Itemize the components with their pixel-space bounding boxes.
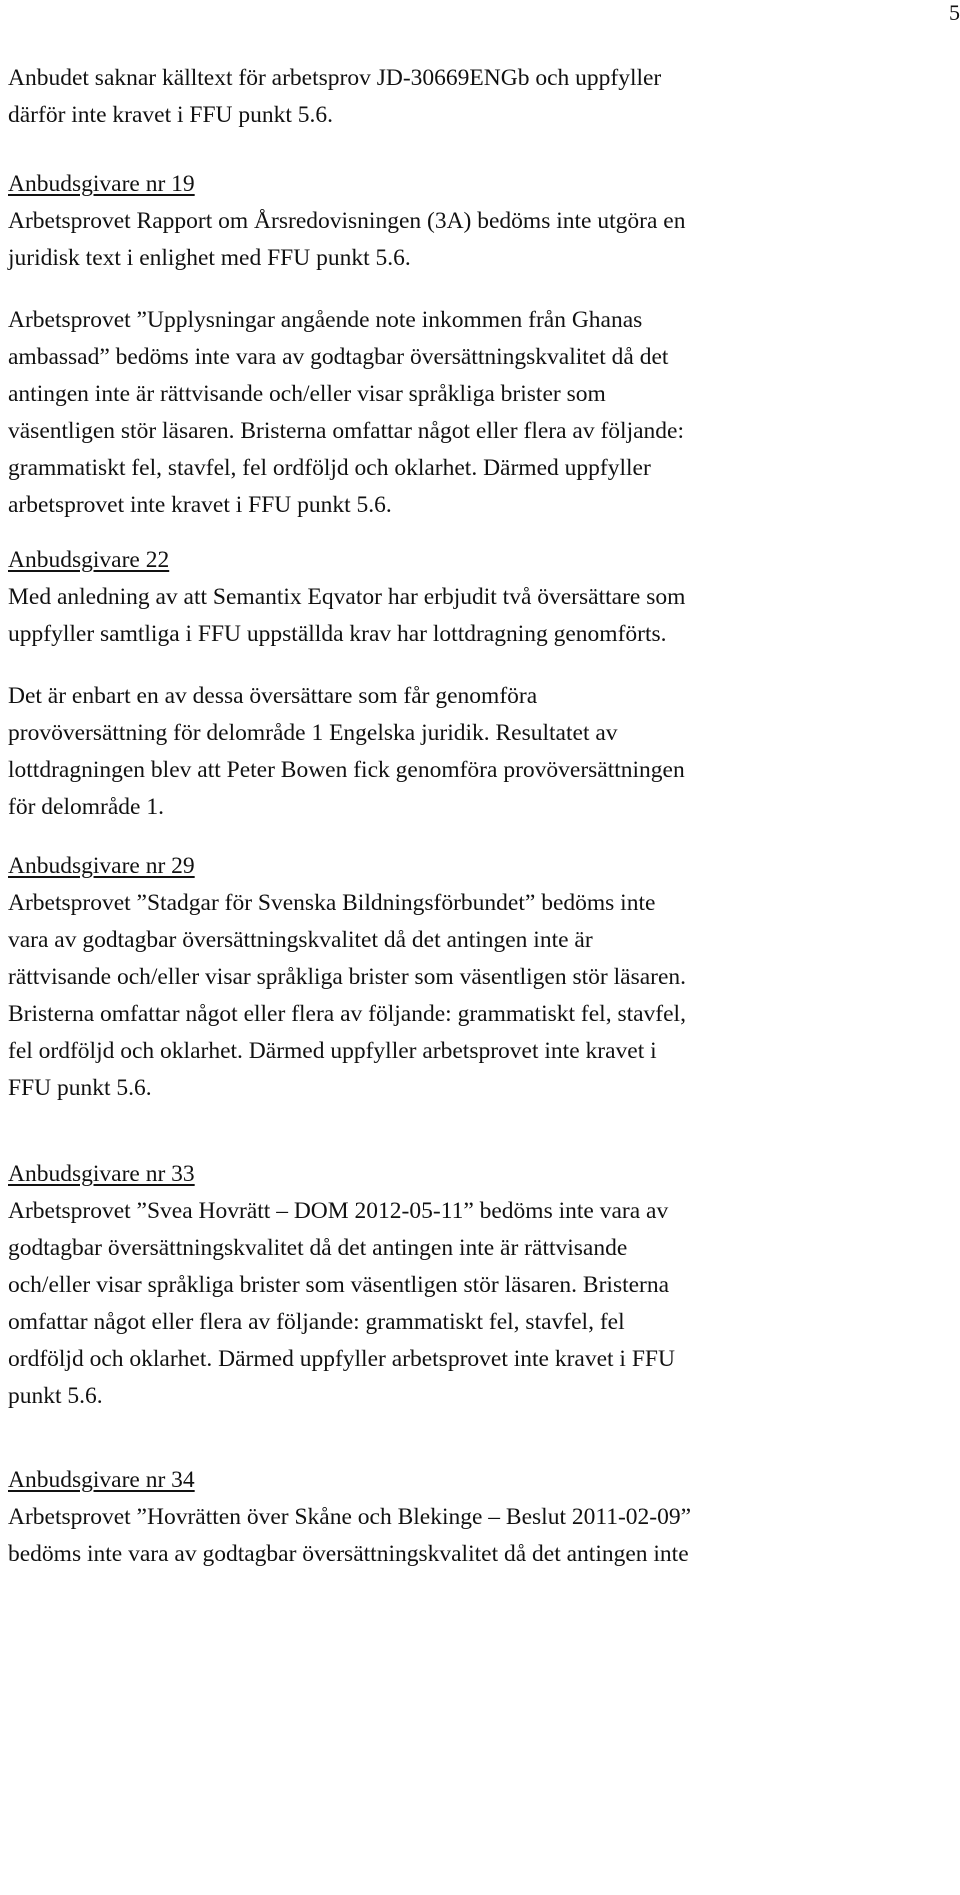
bidder-34-section — [8, 1462, 948, 1573]
bidder-29-section — [8, 848, 948, 1107]
text-line: Arbetsprovet Rapport om Årsredovisningen (3A) bedöms inte utgöra en — [8, 208, 686, 234]
text-line: antingen inte är rättvisande och/eller visar språkliga brister som — [8, 381, 606, 407]
section-heading: Anbudsgivare nr 29 — [8, 853, 195, 879]
page-number: 5 — [949, 0, 960, 25]
text-line: provöversättning för delområde 1 Engelska juridik. Resultatet av — [8, 720, 618, 746]
bidder-22-section — [8, 542, 948, 653]
text-line: väsentligen stör läsaren. Bristerna omfattar något eller flera av följande: — [8, 418, 685, 444]
text-line: juridisk text i enlighet med FFU punkt 5.6. — [8, 245, 411, 271]
text-line: lottdragningen blev att Peter Bowen fick genomföra provöversättningen — [8, 757, 685, 783]
text-line: Arbetsprovet ”Upplysningar angående note inkommen från Ghanas — [8, 307, 643, 333]
text-line: Med anledning av att Semantix Eqvator har erbjudit två översättare som — [8, 584, 686, 610]
text-line: vara av godtagbar översättningskvalitet då det antingen inte är — [8, 927, 593, 953]
text-line: Bristerna omfattar något eller flera av följande: grammatiskt fel, stavfel, — [8, 1001, 686, 1027]
text-line: och/eller visar språkliga brister som väsentligen stör läsaren. Bristerna — [8, 1272, 670, 1298]
text-line: Arbetsprovet ”Svea Hovrätt – DOM 2012-05-11” bedöms inte vara av — [8, 1198, 669, 1224]
text-line: grammatiskt fel, stavfel, fel ordföljd och oklarhet. Därmed uppfyller — [8, 455, 651, 481]
text-line: omfattar något eller flera av följande: grammatiskt fel, stavfel, fel — [8, 1309, 625, 1335]
bidder-22-lottery — [8, 678, 948, 826]
text-line: godtagbar översättningskvalitet då det antingen inte är rättvisande — [8, 1235, 628, 1261]
text-line: arbetsprovet inte kravet i FFU punkt 5.6. — [8, 492, 392, 518]
section-heading: Anbudsgivare nr 19 — [8, 171, 195, 197]
text-line: Arbetsprovet ”Hovrätten över Skåne och Blekinge – Beslut 2011-02-09” — [8, 1504, 692, 1530]
text-line: Anbudet saknar källtext för arbetsprov JD-30669ENGb och uppfyller — [8, 65, 662, 91]
section-heading: Anbudsgivare nr 34 — [8, 1467, 195, 1493]
section-heading: Anbudsgivare nr 33 — [8, 1161, 195, 1187]
text-line: ambassad” bedöms inte vara av godtagbar översättningskvalitet då det — [8, 344, 669, 370]
text-line: för delområde 1. — [8, 794, 164, 820]
text-line: fel ordföljd och oklarhet. Därmed uppfyller arbetsprovet inte kravet i — [8, 1038, 657, 1064]
text-line: därför inte kravet i FFU punkt 5.6. — [8, 102, 334, 128]
section-heading: Anbudsgivare 22 — [8, 547, 170, 573]
text-line: rättvisande och/eller visar språkliga brister som väsentligen stör läsaren. — [8, 964, 687, 990]
text-line: Det är enbart en av dessa översättare som får genomföra — [8, 683, 538, 709]
bidder-19-section — [8, 166, 948, 277]
text-line: uppfyller samtliga i FFU uppställda krav har lottdragning genomförts. — [8, 621, 667, 647]
intro-paragraph — [8, 60, 948, 134]
text-line: FFU punkt 5.6. — [8, 1075, 152, 1101]
text-line: punkt 5.6. — [8, 1383, 103, 1409]
text-line: bedöms inte vara av godtagbar översättningskvalitet då det antingen inte — [8, 1541, 689, 1567]
text-line: ordföljd och oklarhet. Därmed uppfyller arbetsprovet inte kravet i FFU — [8, 1346, 675, 1372]
text-line: Arbetsprovet ”Stadgar för Svenska Bildningsförbundet” bedöms inte — [8, 890, 656, 916]
bidder-33-section — [8, 1156, 948, 1415]
bidder-19-assessment — [8, 302, 948, 524]
